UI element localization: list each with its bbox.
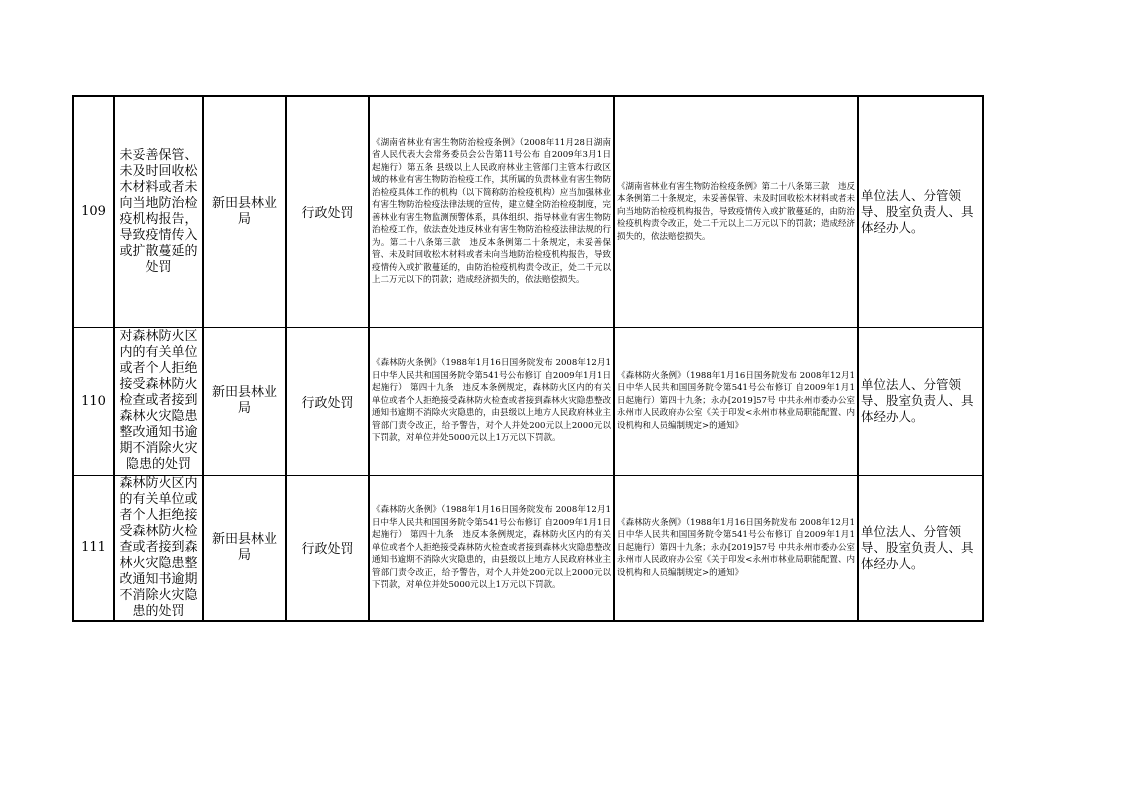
power-list-table [72, 95, 984, 622]
row-number: 111 [73, 475, 114, 621]
responsibility-basis: 《森林防火条例》（1988年1月16日国务院发布 2008年12月1日中华人民共和国国务院令第541号公布修订 自2009年1月1日起施行）第四十九条；永办[2019]57号 中共永州市委办公室 永州市人民政府办公室《关于印发<永州市林业局职能配置、内设机构和人员编制规定>的通知》 [614, 327, 858, 475]
legal-basis: 《森林防火条例》（1988年1月16日国务院发布 2008年12月1日中华人民共和国国务院令第541号公布修订 自2009年1月1日起施行） 第四十九条 违反本条例规定，森林防火区内的有关单位或者个人拒绝接受森林防火检查或者接到森林火灾隐患整改通知书逾期不消除火灾隐患的，由县级以上地方人民政府林业主管部门责令改正，给予警告，对个人并处200元以上2000元以下罚款，对单位并处5000元以上1万元以下罚款。 [369, 327, 614, 475]
responsibility-basis: 《森林防火条例》（1988年1月16日国务院发布 2008年12月1日中华人民共和国国务院令第541号公布修订 自2009年1月1日起施行）第四十九条；永办[2019]57号 中共永州市委办公室 永州市人民政府办公室《关于印发<永州市林业局职能配置、内设机构和人员编制规定>的通知》 [614, 475, 858, 621]
responsible-subjects: 单位法人、分管领导、股室负责人、具体经办人。 [858, 475, 983, 621]
table-row [73, 475, 983, 621]
item-name: 森林防火区内的有关单位或者个人拒绝接受森林防火检查或者接到森林火灾隐患整改通知书逾期不消除火灾隐患的处罚 [114, 475, 203, 621]
item-name: 对森林防火区内的有关单位或者个人拒绝接受森林防火检查或者接到森林火灾隐患整改通知书逾期不消除火灾隐患的处罚 [114, 327, 203, 475]
implementing-department: 新田县林业局 [203, 475, 286, 621]
table-row [73, 327, 983, 475]
legal-basis: 《森林防火条例》（1988年1月16日国务院发布 2008年12月1日中华人民共和国国务院令第541号公布修订 自2009年1月1日起施行） 第四十九条 违反本条例规定，森林防火区内的有关单位或者个人拒绝接受森林防火检查或者接到森林火灾隐患整改通知书逾期不消除火灾隐患的，由县级以上地方人民政府林业主管部门责令改正，给予警告，对个人并处200元以上2000元以下罚款，对单位并处5000元以上1万元以下罚款。 [369, 475, 614, 621]
responsibility-basis: 《湖南省林业有害生物防治检疫条例》第二十八条第三款 违反本条例第二十条规定，未妥善保管、未及时回收松木材料或者未向当地防治检疫机构报告，导致疫情传入或扩散蔓延的，由防治检疫机构责令改正，处二千元以上二万元以下的罚款；造成经济损失的，依法赔偿损失。 [614, 96, 858, 327]
row-number: 109 [73, 96, 114, 327]
power-type: 行政处罚 [286, 96, 369, 327]
row-number: 110 [73, 327, 114, 475]
power-type: 行政处罚 [286, 327, 369, 475]
implementing-department: 新田县林业局 [203, 96, 286, 327]
table-row [73, 96, 983, 327]
item-name: 未妥善保管、未及时回收松木材料或者未向当地防治检疫机构报告，导致疫情传入或扩散蔓延的处罚 [114, 96, 203, 327]
responsible-subjects: 单位法人、分管领导、股室负责人、具体经办人。 [858, 327, 983, 475]
responsible-subjects: 单位法人、分管领导、股室负责人、具体经办人。 [858, 96, 983, 327]
implementing-department: 新田县林业局 [203, 327, 286, 475]
legal-basis: 《湖南省林业有害生物防治检疫条例》（2008年11月28日湖南省人民代表大会常务委员会公告第11号公布 自2009年3月1日起施行）第五条 县级以上人民政府林业主管部门主管本行政区域的林业有害生物防治检疫工作，其所属的负责林业有害生物防治检疫具体工作的机构（以下简称防治检疫机构）应当加强林业有害生物防治检疫法律法规的宣传，建立健全防治检疫制度，完善林业有害生物监测预警体系，具体组织、指导林业有害生物防治检疫工作，依法查处违反林业有害生物防治检疫法律法规的行为。第二十八条第三款 违反本条例第二十条规定，未妥善保管、未及时回收松木材料或者未向当地防治检疫机构报告，导致疫情传入或扩散蔓延的，由防治检疫机构责令改正，处二千元以上二万元以下的罚款；造成经济损失的，依法赔偿损失。 [369, 96, 614, 327]
power-type: 行政处罚 [286, 475, 369, 621]
